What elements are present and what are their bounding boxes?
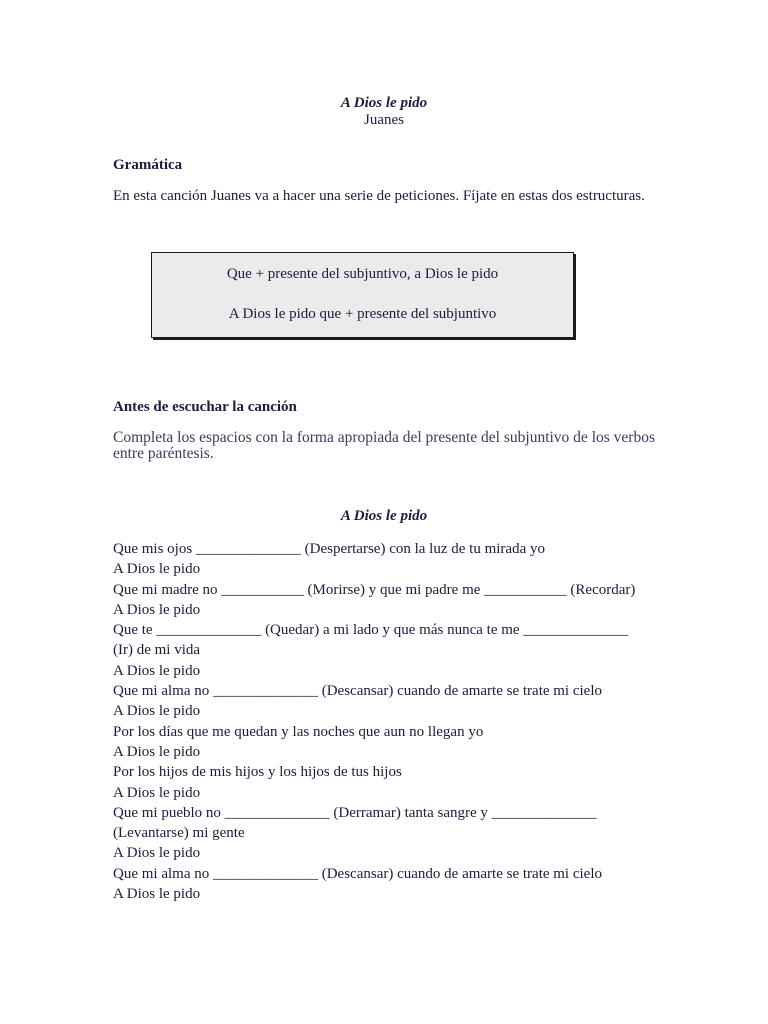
- lyric-line: Que mis ojos ______________ (Despertarse) con la luz de tu mirada yo: [113, 541, 545, 557]
- lyric-line: Que te ______________ (Quedar) a mi lado y que más nunca te me ______________: [113, 622, 629, 639]
- lyric-line: Que mi alma no ______________ (Descansar) cuando de amarte se trate mi cielo: [113, 865, 603, 882]
- lyric-line: A Dios le pido: [113, 886, 201, 903]
- lyric-line: A Dios le pido: [113, 784, 201, 801]
- before-listening-heading: Antes de escuchar la canción: [113, 399, 297, 415]
- lyric-line: A Dios le pido: [113, 601, 201, 618]
- grammar-heading: Gramática: [113, 157, 183, 173]
- lyric-line: A Dios le pido: [113, 561, 201, 578]
- lyric-line: Por los días que me quedan y las noches que aun no llegan yo: [113, 723, 484, 740]
- lyric-line: Que mi pueblo no ______________ (Derramar) tanta sangre y ______________: [113, 804, 597, 821]
- lyrics-list: [113, 539, 673, 904]
- song-title: A Dios le pido: [340, 508, 428, 524]
- document-title: A Dios le pido: [340, 95, 428, 111]
- grammar-structures-box: [151, 252, 574, 338]
- lyric-line: A Dios le pido: [113, 743, 201, 760]
- lyric-line: Por los hijos de mis hijos y los hijos de tus hijos: [113, 764, 402, 781]
- grammar-intro: En esta canción Juanes va a hacer una serie de peticiones. Fíjate en estas dos estructuras.: [113, 188, 645, 204]
- lyric-line: (Levantarse) mi gente: [113, 825, 245, 842]
- structure-line-1: Que + presente del subjuntivo, a Dios le pido: [226, 266, 499, 282]
- lyric-line: A Dios le pido: [113, 845, 201, 862]
- before-listening-instructions: Completa los espacios con la forma apropiada del presente del subjuntivo de los verbos entre paréntesis.: [113, 429, 655, 462]
- lyric-line: (Ir) de mi vida: [113, 642, 201, 659]
- structure-line-2: A Dios le pido que + presente del subjuntivo: [228, 306, 497, 322]
- document-author: Juanes: [364, 112, 404, 128]
- lyric-line: A Dios le pido: [113, 703, 201, 720]
- lyric-line: Que mi alma no ______________ (Descansar) cuando de amarte se trate mi cielo: [113, 683, 603, 700]
- lyric-line: Que mi madre no ___________ (Morirse) y que mi padre me ___________ (Recordar): [113, 581, 636, 598]
- lyric-line: A Dios le pido: [113, 662, 201, 679]
